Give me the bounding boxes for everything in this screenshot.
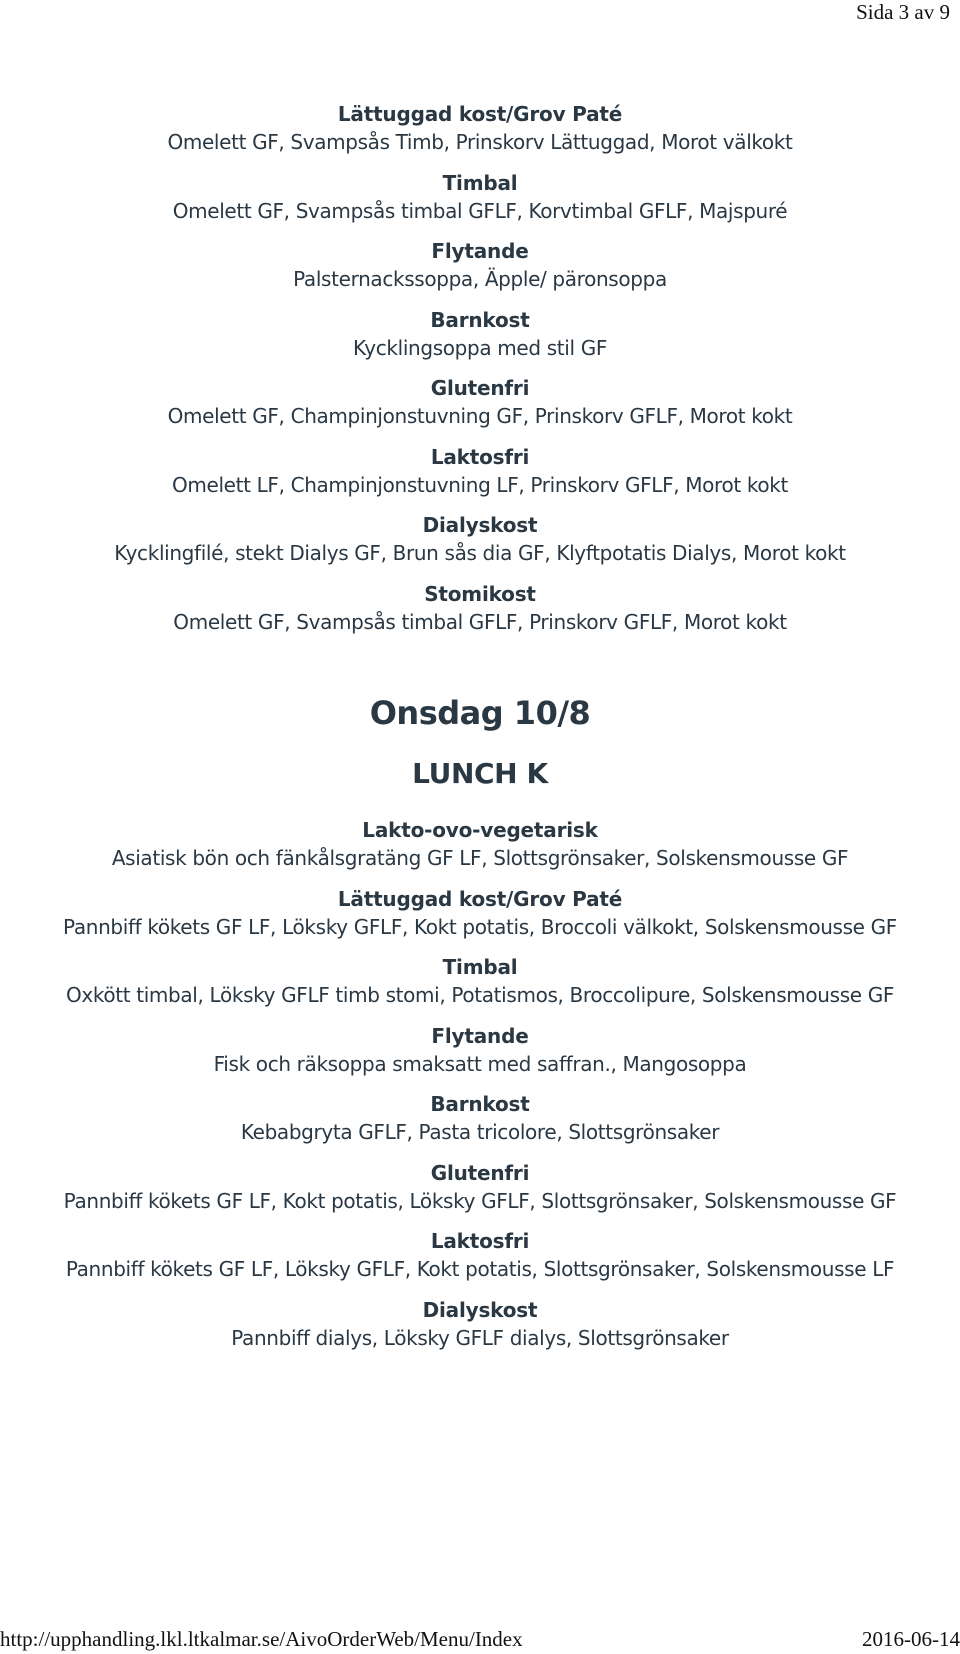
menu-section-lunch [45, 816, 915, 1352]
diet-heading: Lättuggad kost/Grov Paté [337, 886, 623, 911]
diet-entry [45, 100, 915, 157]
diet-entry [45, 1090, 915, 1147]
menu-content [0, 100, 960, 1364]
diet-dishes: Omelett LF, Champinjonstuvning LF, Prinskorv GFLF, Morot kokt [171, 472, 789, 497]
diet-dishes: Omelett GF, Svampsås timbal GFLF, Prinskorv GFLF, Morot kokt [173, 609, 787, 634]
diet-entry [45, 885, 915, 942]
diet-entry [45, 1227, 915, 1284]
diet-heading: Lättuggad kost/Grov Paté [337, 102, 623, 126]
diet-heading: Timbal [442, 955, 518, 979]
diet-dishes: Pannbiff kökets GF LF, Kokt potatis, Löksky GFLF, Slottsgrönsaker, Solskensmousse GF [63, 1188, 897, 1213]
diet-dishes: Omelett GF, Svampsås Timb, Prinskorv Lättuggad, Morot välkokt [167, 130, 793, 154]
diet-heading: Flytande [431, 1023, 529, 1048]
diet-dishes: Kebabgryta GFLF, Pasta tricolore, Slottsgrönsaker [240, 1120, 720, 1144]
diet-dishes: Oxkött timbal, Löksky GFLF timb stomi, Potatismos, Broccolipure, Solskensmousse GF [65, 983, 895, 1007]
footer-date: 2016-06-14 [862, 1627, 960, 1651]
diet-heading: Lakto-ovo-vegetarisk [362, 818, 598, 842]
diet-dishes: Pannbiff dialys, Löksky GFLF dialys, Slottsgrönsaker [231, 1325, 729, 1350]
diet-dishes: Palsternackssoppa, Äpple/ päronsoppa [293, 267, 667, 291]
diet-dishes: Kycklingsoppa med stil GF [352, 335, 608, 360]
diet-entry [45, 816, 915, 873]
diet-entry [45, 306, 915, 363]
diet-entry [45, 169, 915, 226]
diet-entry [45, 511, 915, 568]
menu-section-top [45, 100, 915, 636]
footer-url: http://upphandling.lkl.ltkalmar.se/AivoOrderWeb/Menu/Index [0, 1627, 523, 1651]
meal-title: LUNCH K [412, 757, 548, 790]
diet-heading: Dialyskost [422, 513, 538, 537]
diet-entry [45, 1296, 915, 1353]
diet-heading: Flytande [431, 239, 529, 263]
page-footer [0, 1628, 960, 1654]
diet-dishes: Asiatisk bön och fänkålsgratäng GF LF, Slottsgrönsaker, Solskensmousse GF [111, 846, 849, 870]
diet-heading: Barnkost [430, 307, 530, 332]
diet-dishes: Pannbiff kökets GF LF, Löksky GFLF, Kokt potatis, Broccoli välkokt, Solskensmousse GF [63, 914, 897, 939]
diet-heading: Stomikost [424, 581, 536, 606]
diet-dishes: Kycklingfilé, stekt Dialys GF, Brun sås dia GF, Klyftpotatis Dialys, Morot kokt [114, 541, 846, 565]
diet-heading: Laktosfri [430, 1229, 530, 1253]
diet-dishes: Omelett GF, Champinjonstuvning GF, Prinskorv GFLF, Morot kokt [167, 404, 793, 428]
diet-dishes: Fisk och räksoppa smaksatt med saffran., Mangosoppa [213, 1051, 747, 1076]
page-number: Sida 3 av 9 [856, 0, 950, 24]
diet-heading: Barnkost [430, 1092, 530, 1116]
diet-entry [45, 1022, 915, 1079]
diet-entry [45, 580, 915, 637]
diet-entry [45, 237, 915, 294]
diet-heading: Glutenfri [430, 376, 530, 400]
diet-dishes: Omelett GF, Svampsås timbal GFLF, Korvtimbal GFLF, Majspuré [172, 198, 788, 223]
diet-heading: Laktosfri [430, 444, 530, 469]
diet-entry [45, 1159, 915, 1216]
diet-heading: Timbal [442, 170, 518, 195]
diet-dishes: Pannbiff kökets GF LF, Löksky GFLF, Kokt potatis, Slottsgrönsaker, Solskensmousse LF [65, 1257, 895, 1281]
diet-entry [45, 953, 915, 1010]
diet-entry [45, 443, 915, 500]
day-title: Onsdag 10/8 [369, 694, 591, 732]
diet-heading: Dialyskost [422, 1297, 538, 1322]
diet-heading: Glutenfri [430, 1160, 530, 1185]
diet-entry [45, 374, 915, 431]
